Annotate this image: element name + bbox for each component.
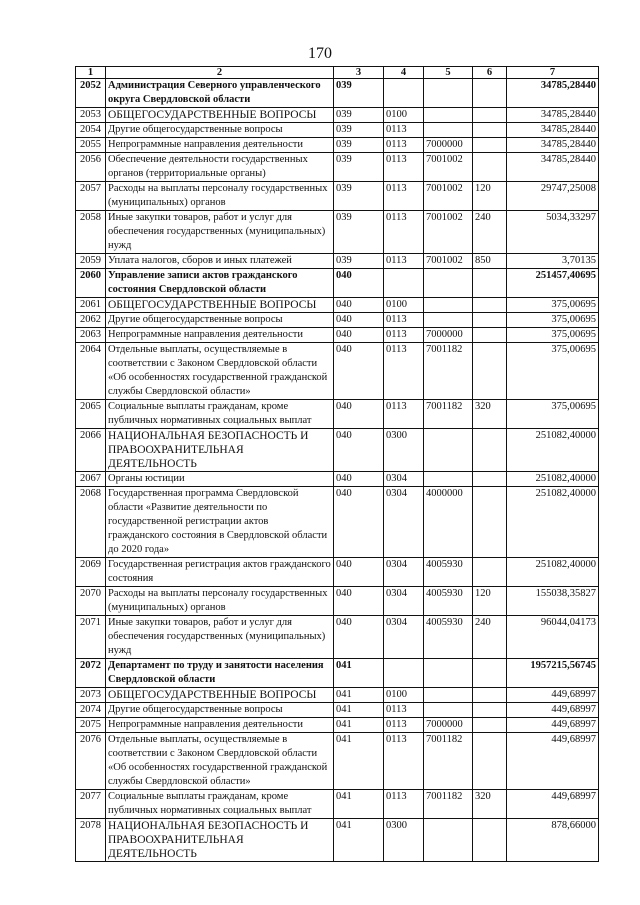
row-sum-cell: 449,68997 [507,790,599,819]
row-number-cell: 2053 [76,108,106,123]
row-ministry-code-cell: 040 [334,313,384,328]
table-row [76,819,599,862]
row-expense-type-cell [473,138,507,153]
row-target-code-cell: 7001182 [424,400,473,429]
header-col-6: 6 [473,67,507,79]
row-target-code-cell [424,429,473,472]
row-expense-type-cell [473,703,507,718]
row-expense-type-cell: 320 [473,400,507,429]
row-sum-cell: 878,66000 [507,819,599,862]
table-row [76,616,599,659]
row-target-code-cell: 4005930 [424,587,473,616]
row-section-code-cell: 0113 [384,138,424,153]
row-expense-type-cell [473,429,507,472]
row-target-code-cell: 7000000 [424,328,473,343]
row-sum-cell: 251082,40000 [507,558,599,587]
row-name-cell: Управление записи актов гражданского состояния Свердловской области [106,269,334,298]
table-row [76,587,599,616]
row-name-cell: ОБЩЕГОСУДАРСТВЕННЫЕ ВОПРОСЫ [106,108,334,123]
row-sum-cell: 375,00695 [507,400,599,429]
row-name-cell: Другие общегосударственные вопросы [106,703,334,718]
row-expense-type-cell: 850 [473,254,507,269]
row-expense-type-cell: 120 [473,182,507,211]
row-section-code-cell: 0113 [384,718,424,733]
row-name-cell: Иные закупки товаров, работ и услуг для обеспечения государственных (муниципальных) нужд [106,616,334,659]
row-target-code-cell: 7001182 [424,733,473,790]
row-ministry-code-cell: 041 [334,718,384,733]
row-target-code-cell [424,472,473,487]
row-ministry-code-cell: 039 [334,254,384,269]
table-row [76,688,599,703]
row-ministry-code-cell: 041 [334,703,384,718]
row-name-cell: Расходы на выплаты персоналу государственных (муниципальных) органов [106,587,334,616]
row-number-cell: 2056 [76,153,106,182]
row-number-cell: 2054 [76,123,106,138]
table-row [76,313,599,328]
table-row [76,429,599,472]
row-expense-type-cell [473,487,507,558]
row-name-cell: Государственная регистрация актов гражданского состояния [106,558,334,587]
row-name-cell: Обеспечение деятельности государственных органов (территориальные органы) [106,153,334,182]
table-row [76,254,599,269]
row-ministry-code-cell: 039 [334,153,384,182]
row-sum-cell: 155038,35827 [507,587,599,616]
row-number-cell: 2078 [76,819,106,862]
row-ministry-code-cell: 040 [334,472,384,487]
row-sum-cell: 251082,40000 [507,429,599,472]
row-sum-cell: 3,70135 [507,254,599,269]
row-expense-type-cell [473,328,507,343]
header-col-4: 4 [384,67,424,79]
row-section-code-cell: 0304 [384,558,424,587]
table-row [76,400,599,429]
budget-table [75,66,599,862]
row-name-cell: Непрограммные направления деятельности [106,718,334,733]
row-section-code-cell: 0113 [384,211,424,254]
row-section-code-cell: 0113 [384,343,424,400]
table-header-row [76,67,599,79]
row-ministry-code-cell: 040 [334,343,384,400]
row-number-cell: 2069 [76,558,106,587]
row-target-code-cell [424,819,473,862]
row-number-cell: 2052 [76,79,106,108]
row-ministry-code-cell: 040 [334,429,384,472]
row-section-code-cell: 0300 [384,429,424,472]
row-target-code-cell: 4005930 [424,616,473,659]
row-section-code-cell: 0113 [384,254,424,269]
row-expense-type-cell [473,733,507,790]
row-name-cell: Иные закупки товаров, работ и услуг для обеспечения государственных (муниципальных) нужд [106,211,334,254]
row-section-code-cell: 0113 [384,182,424,211]
row-section-code-cell: 0304 [384,487,424,558]
row-ministry-code-cell: 040 [334,587,384,616]
row-ministry-code-cell: 040 [334,558,384,587]
table-row [76,211,599,254]
row-target-code-cell [424,123,473,138]
row-ministry-code-cell: 040 [334,328,384,343]
row-ministry-code-cell: 039 [334,79,384,108]
row-sum-cell: 29747,25008 [507,182,599,211]
header-col-1: 1 [76,67,106,79]
row-number-cell: 2073 [76,688,106,703]
table-row [76,298,599,313]
row-sum-cell: 251457,40695 [507,269,599,298]
row-ministry-code-cell: 040 [334,269,384,298]
row-section-code-cell: 0100 [384,298,424,313]
row-sum-cell: 34785,28440 [507,138,599,153]
row-ministry-code-cell: 040 [334,298,384,313]
row-sum-cell: 449,68997 [507,718,599,733]
row-name-cell: НАЦИОНАЛЬНАЯ БЕЗОПАСНОСТЬ И ПРАВООХРАНИТЕЛЬНАЯ ДЕЯТЕЛЬНОСТЬ [106,819,334,862]
row-ministry-code-cell: 039 [334,123,384,138]
table-row [76,558,599,587]
row-sum-cell: 251082,40000 [507,487,599,558]
row-sum-cell: 251082,40000 [507,472,599,487]
row-sum-cell: 5034,33297 [507,211,599,254]
table-row [76,472,599,487]
row-target-code-cell: 7001002 [424,153,473,182]
row-name-cell: Администрация Северного управленческого округа Свердловской области [106,79,334,108]
row-section-code-cell: 0113 [384,733,424,790]
row-name-cell: ОБЩЕГОСУДАРСТВЕННЫЕ ВОПРОСЫ [106,298,334,313]
row-number-cell: 2057 [76,182,106,211]
row-target-code-cell: 7001182 [424,343,473,400]
row-target-code-cell [424,79,473,108]
row-target-code-cell: 7001182 [424,790,473,819]
row-sum-cell: 449,68997 [507,703,599,718]
row-expense-type-cell: 240 [473,211,507,254]
row-name-cell: Отдельные выплаты, осуществляемые в соответствии с Законом Свердловской области «Об особенностях государственной гражданской службы Свердловской области» [106,733,334,790]
table-row [76,733,599,790]
row-number-cell: 2060 [76,269,106,298]
row-sum-cell: 449,68997 [507,688,599,703]
page-number: 170 [308,45,332,62]
row-name-cell: ОБЩЕГОСУДАРСТВЕННЫЕ ВОПРОСЫ [106,688,334,703]
row-expense-type-cell: 120 [473,587,507,616]
row-name-cell: НАЦИОНАЛЬНАЯ БЕЗОПАСНОСТЬ И ПРАВООХРАНИТЕЛЬНАЯ ДЕЯТЕЛЬНОСТЬ [106,429,334,472]
row-number-cell: 2072 [76,659,106,688]
row-sum-cell: 449,68997 [507,733,599,790]
row-name-cell: Отдельные выплаты, осуществляемые в соответствии с Законом Свердловской области «Об особенностях государственной гражданской службы Свердловской области» [106,343,334,400]
row-expense-type-cell [473,819,507,862]
row-name-cell: Социальные выплаты гражданам, кроме публичных нормативных социальных выплат [106,790,334,819]
row-expense-type-cell [473,298,507,313]
table-row [76,343,599,400]
row-sum-cell: 375,00695 [507,343,599,400]
row-ministry-code-cell: 041 [334,659,384,688]
row-name-cell: Непрограммные направления деятельности [106,138,334,153]
row-sum-cell: 34785,28440 [507,153,599,182]
table-row [76,79,599,108]
table-row [76,153,599,182]
row-number-cell: 2062 [76,313,106,328]
row-section-code-cell: 0304 [384,472,424,487]
row-sum-cell: 375,00695 [507,313,599,328]
row-name-cell: Расходы на выплаты персоналу государственных (муниципальных) органов [106,182,334,211]
row-expense-type-cell [473,659,507,688]
row-expense-type-cell [473,688,507,703]
row-ministry-code-cell: 041 [334,733,384,790]
row-target-code-cell [424,659,473,688]
row-number-cell: 2075 [76,718,106,733]
row-section-code-cell: 0300 [384,819,424,862]
table-row [76,659,599,688]
row-name-cell: Социальные выплаты гражданам, кроме публичных нормативных социальных выплат [106,400,334,429]
row-section-code-cell: 0304 [384,587,424,616]
row-target-code-cell [424,108,473,123]
row-number-cell: 2061 [76,298,106,313]
row-target-code-cell: 7001002 [424,254,473,269]
row-target-code-cell [424,688,473,703]
row-ministry-code-cell: 041 [334,688,384,703]
row-expense-type-cell: 320 [473,790,507,819]
row-target-code-cell: 7000000 [424,138,473,153]
row-sum-cell: 34785,28440 [507,108,599,123]
row-expense-type-cell [473,123,507,138]
row-name-cell: Департамент по труду и занятости населения Свердловской области [106,659,334,688]
row-name-cell: Государственная программа Свердловской области «Развитие деятельности по государственной регистрации актов гражданского состояния в Свердловской области до 2020 года» [106,487,334,558]
row-expense-type-cell [473,472,507,487]
header-col-7: 7 [507,67,599,79]
row-number-cell: 2068 [76,487,106,558]
row-number-cell: 2066 [76,429,106,472]
row-number-cell: 2071 [76,616,106,659]
table-row [76,328,599,343]
row-name-cell: Непрограммные направления деятельности [106,328,334,343]
row-expense-type-cell [473,558,507,587]
row-section-code-cell [384,79,424,108]
table-row [76,108,599,123]
row-section-code-cell: 0113 [384,313,424,328]
row-number-cell: 2076 [76,733,106,790]
table-row [76,790,599,819]
row-number-cell: 2077 [76,790,106,819]
row-section-code-cell: 0113 [384,153,424,182]
row-ministry-code-cell: 039 [334,182,384,211]
table-row [76,182,599,211]
table-row [76,718,599,733]
row-section-code-cell: 0100 [384,688,424,703]
row-number-cell: 2055 [76,138,106,153]
row-ministry-code-cell: 041 [334,819,384,862]
row-ministry-code-cell: 040 [334,487,384,558]
row-section-code-cell [384,659,424,688]
header-col-2: 2 [106,67,334,79]
row-section-code-cell: 0113 [384,123,424,138]
row-number-cell: 2074 [76,703,106,718]
row-target-code-cell [424,703,473,718]
row-expense-type-cell: 240 [473,616,507,659]
row-target-code-cell [424,313,473,328]
row-ministry-code-cell: 039 [334,211,384,254]
header-col-5: 5 [424,67,473,79]
table-row [76,138,599,153]
table-body [76,79,599,862]
row-name-cell: Уплата налогов, сборов и иных платежей [106,254,334,269]
row-expense-type-cell [473,718,507,733]
row-sum-cell: 34785,28440 [507,79,599,108]
row-number-cell: 2065 [76,400,106,429]
row-section-code-cell: 0113 [384,400,424,429]
row-sum-cell: 375,00695 [507,328,599,343]
row-expense-type-cell [473,313,507,328]
row-name-cell: Органы юстиции [106,472,334,487]
row-section-code-cell: 0304 [384,616,424,659]
table-row [76,269,599,298]
row-sum-cell: 1957215,56745 [507,659,599,688]
row-number-cell: 2064 [76,343,106,400]
row-target-code-cell: 7001002 [424,182,473,211]
row-expense-type-cell [473,153,507,182]
row-ministry-code-cell: 040 [334,400,384,429]
table-row [76,703,599,718]
row-section-code-cell [384,269,424,298]
row-number-cell: 2063 [76,328,106,343]
row-sum-cell: 34785,28440 [507,123,599,138]
row-name-cell: Другие общегосударственные вопросы [106,313,334,328]
row-name-cell: Другие общегосударственные вопросы [106,123,334,138]
table-row [76,123,599,138]
row-number-cell: 2059 [76,254,106,269]
row-expense-type-cell [473,343,507,400]
row-ministry-code-cell: 039 [334,138,384,153]
table-row [76,487,599,558]
row-number-cell: 2058 [76,211,106,254]
row-target-code-cell: 4005930 [424,558,473,587]
row-sum-cell: 375,00695 [507,298,599,313]
row-number-cell: 2067 [76,472,106,487]
row-number-cell: 2070 [76,587,106,616]
header-col-3: 3 [334,67,384,79]
row-target-code-cell: 7001002 [424,211,473,254]
row-expense-type-cell [473,269,507,298]
row-ministry-code-cell: 040 [334,616,384,659]
row-section-code-cell: 0113 [384,703,424,718]
row-target-code-cell: 7000000 [424,718,473,733]
row-sum-cell: 96044,04173 [507,616,599,659]
row-section-code-cell: 0100 [384,108,424,123]
row-target-code-cell [424,298,473,313]
row-ministry-code-cell: 041 [334,790,384,819]
row-target-code-cell: 4000000 [424,487,473,558]
row-expense-type-cell [473,79,507,108]
row-section-code-cell: 0113 [384,790,424,819]
row-ministry-code-cell: 039 [334,108,384,123]
row-section-code-cell: 0113 [384,328,424,343]
row-expense-type-cell [473,108,507,123]
row-target-code-cell [424,269,473,298]
